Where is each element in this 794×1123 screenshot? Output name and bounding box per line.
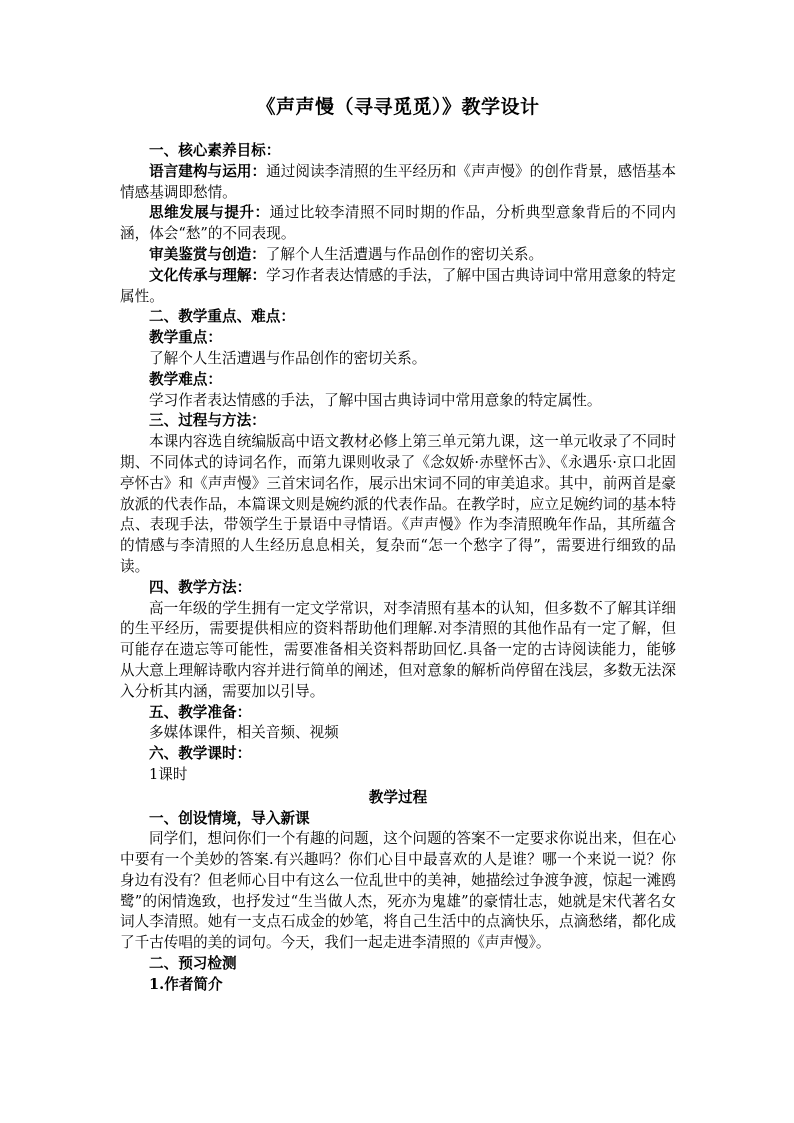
difficulty-label: 教学难点： [149,370,222,388]
goal-language-label: 语言建构与运用： [149,162,267,180]
document-page [120,92,676,996]
goal-aesthetic-text: 了解个人生活遭遇与作品创作的密切关系。 [265,245,544,263]
section-3-text: 本课内容选自统编版高中语文教材必修上第三单元第九课，这一单元收录了不同时期、不同体式的诗词名作，而第九课则收录了《念奴娇·赤壁怀古》、《永遇乐·京口北固亭怀古》和《声声慢》三首宋词名作，展示出宋词不同的审美追求。其中，前两首是豪放派的代表作品，本篇课文则是婉约派的代表作品。在教学时，应立足婉约词的基本特点、表现手法，带领学生于景语中寻情语。《声声慢》作为李清照晚年作品，其所蕴含的情感与李清照的人生经历息息相关，复杂而“怎一个愁字了得”，需要进行细致的品读。 [120,433,676,575]
section-4-text: 高一年级的学生拥有一定文学常识，对李清照有基本的认知，但多数不了解其详细的生平经历，需要提供相应的资料帮助他们理解.对李清照的其他作品有一定了解，但可能存在遗忘等可能性，需要准备相关资料帮助回忆.具备一定的古诗阅读能力，能够从大意上理解诗歌内容并进行简单的阐述，但对意象的解析尚停留在浅层，多数无法深入分析其内涵，需要加以引导。 [120,599,676,700]
goal-culture-label: 文化传承与理解： [149,266,267,284]
section-6-heading: 六、教学课时： [149,745,252,763]
goal-culture-text: 学习作者表达情感的手法，了解中国古典诗词中常用意象的特定属性。 [120,266,676,305]
section-5-text: 多媒体课件，相关音频、视频 [149,724,339,742]
goal-language-text: 通过阅读李清照的生平经历和《声声慢》的创作背景，感悟基本情感基调即愁情。 [120,162,676,201]
section-4-heading: 四、教学方法： [149,578,252,596]
key-point-label: 教学重点： [149,329,222,347]
goal-thinking [120,203,676,245]
goal-aesthetic-label: 审美鉴赏与创造： [149,245,266,263]
process-1-text: 同学们，想问你们一个有趣的问题，这个问题的答案不一定要求你说出来，但在心中要有一个美妙的答案.有兴趣吗？你们心目中最喜欢的人是谁？哪一个来说一说？你身边有没有？但老师心目中有这么一位乱世中的美神，她描绘过争渡争渡，惊起一滩鸥鹭”的闲情逸致，也抒发过“生当做人杰，死亦为鬼雄”的豪情壮志，她就是宋代著名女词人李清照。她有一支点石成金的妙笔，将自己生活中的点滴快乐，点滴愁绪，都化成了千古传唱的美的词句。今天，我们一起走进李清照的《声声慢》。 [120,830,676,952]
goal-language [120,162,676,204]
key-point-text: 了解个人生活遭遇与作品创作的密切关系。 [149,349,427,367]
process-2-subheading: 1.作者简介 [149,975,223,993]
goal-culture [120,266,676,308]
process-1-heading: 一、创设情境，导入新课 [149,809,310,827]
difficulty-text: 学习作者表达情感的手法，了解中国古典诗词中常用意象的特定属性。 [149,391,602,409]
section-5-heading: 五、教学准备： [149,703,252,721]
document-title: 《声声慢（寻寻觅觅）》教学设计 [256,96,540,118]
section-6-text: 1课时 [149,765,188,783]
process-title: 教学过程 [368,788,428,806]
section-3-heading: 三、过程与方法： [149,412,266,430]
section-2-heading: 二、教学重点、难点： [149,308,295,326]
process-2-heading: 二、预习检测 [149,955,237,973]
goal-thinking-label: 思维发展与提升： [149,204,270,222]
goal-aesthetic [120,245,676,266]
goal-thinking-text: 通过比较李清照不同时期的作品，分析典型意象背后的不同内涵，体会“愁”的不同表现。 [120,204,676,243]
section-1-heading: 一、核心素养目标： [149,142,281,159]
